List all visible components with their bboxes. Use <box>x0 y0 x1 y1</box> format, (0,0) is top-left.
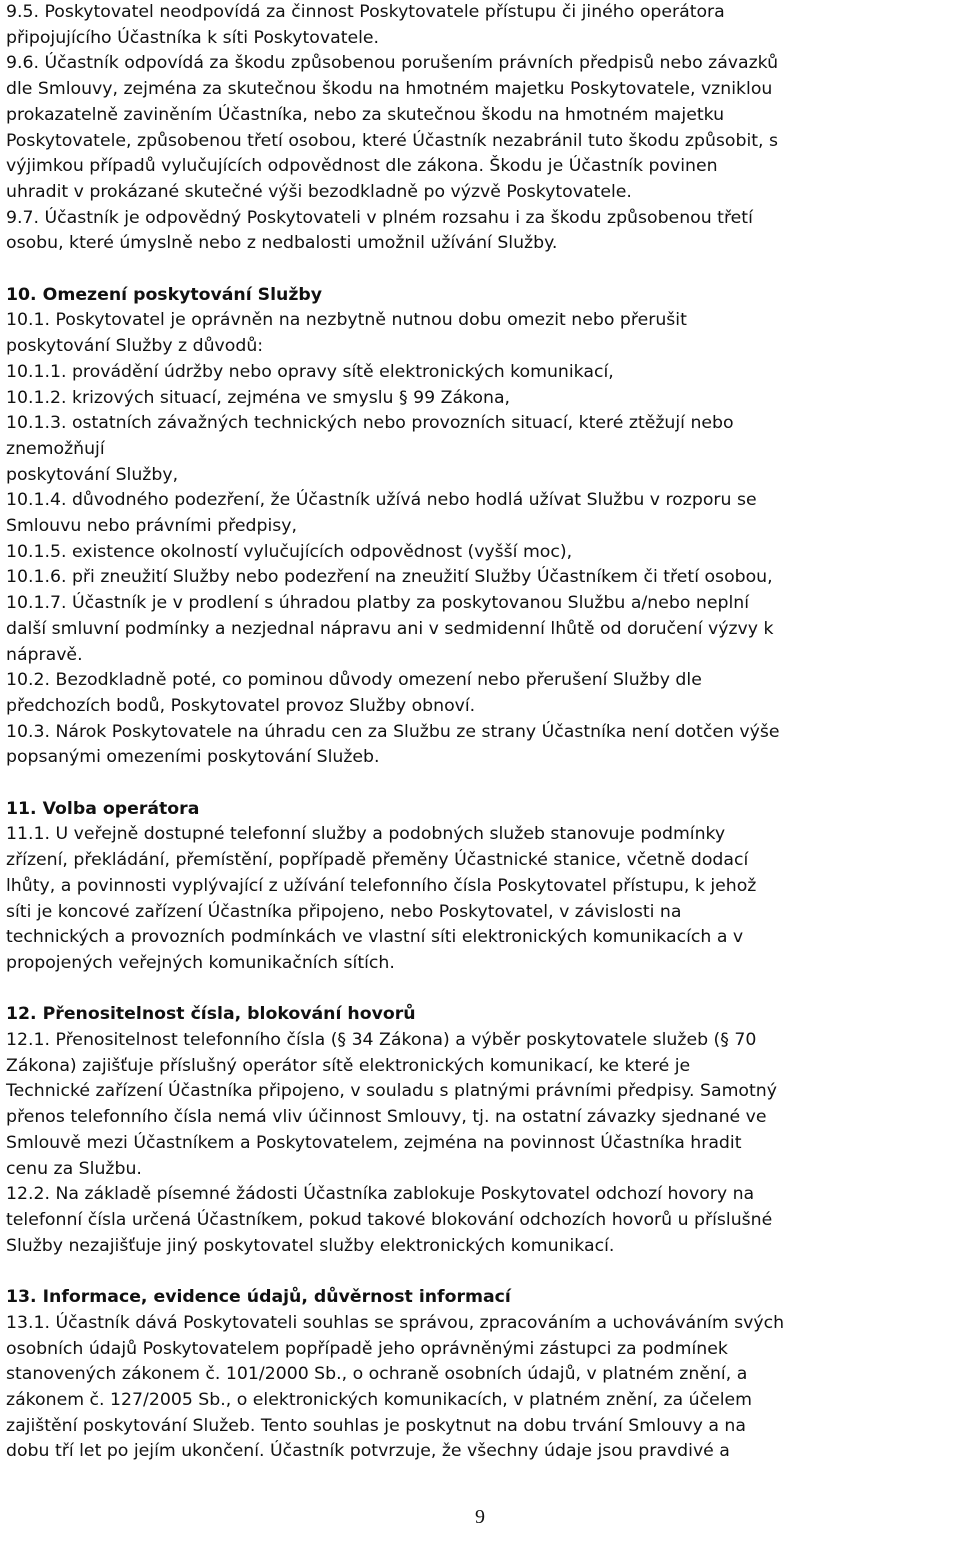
text-line: Poskytovatele, způsobenou třetí osobou, které Účastník nezabránil tuto škodu způsobit, s <box>6 130 779 151</box>
text-line: předchozích bodů, Poskytovatel provoz Služby obnoví. <box>6 695 476 716</box>
text-line: další smluvní podmínky a nezjednal nápravu ani v sedmidenní lhůtě od doručení výzvy k <box>6 618 774 639</box>
text-line: 10.1.2. krizových situací, zejména ve smyslu § 99 Zákona, <box>6 387 511 408</box>
text-line: nápravě. <box>6 644 83 665</box>
text-line: 10.1. Poskytovatel je oprávněn na nezbytně nutnou dobu omezit nebo přerušit <box>6 310 687 331</box>
text-line: Smlouvě mezi Účastníkem a Poskytovatelem, zejména na povinnost Účastníka hradit <box>6 1132 742 1153</box>
text-line: 10.1.6. při zneužití Služby nebo podezření na zneužití Služby Účastníkem či třetí osobou, <box>6 567 773 588</box>
text-line: zákonem č. 127/2005 Sb., o elektronických komunikacích, v platném znění, za účelem <box>6 1389 752 1410</box>
text-line: uhradit v prokázané skutečné výši bezodkladně po výzvě Poskytovatele. <box>6 181 632 202</box>
text-line: telefonní čísla určená Účastníkem, pokud takové blokování odchozích hovorů u příslušné <box>6 1210 773 1230</box>
text-line: dle Smlouvy, zejména za skutečnou škodu na hmotném majetku Poskytovatele, vzniklou <box>6 79 773 100</box>
text-line: 10.1.5. existence okolností vylučujících odpovědnost (vyšší moc), <box>6 541 573 562</box>
text-line: poskytování Služby, <box>6 464 179 485</box>
text-line: 10.2. Bezodkladně poté, co pominou důvody omezení nebo přerušení Služby dle <box>6 670 702 691</box>
text-line: Služby nezajišťuje jiný poskytovatel služby elektronických komunikací. <box>6 1235 615 1256</box>
text-line: technických a provozních podmínkách ve vlastní síti elektronických komunikacích a v <box>6 927 744 948</box>
blank-line <box>6 257 956 283</box>
text-line: 9.6. Účastník odpovídá za škodu způsobenou porušením právních předpisů nebo závazků <box>6 53 779 74</box>
text-line: osobních údajů Poskytovatelem popřípadě jeho oprávněnými zástupci za podmínek <box>6 1338 728 1359</box>
text-line: osobu, které úmyslně nebo z nedbalosti umožnil užívání Služby. <box>6 233 558 254</box>
section-heading: 12. Přenositelnost čísla, blokování hovorů <box>6 1004 416 1025</box>
text-line: Technické zařízení Účastníka připojeno, v souladu s platnými právními předpisy. Samotný <box>6 1081 777 1102</box>
text-line: 10.1.4. důvodného podezření, že Účastník užívá nebo hodlá užívat Službu v rozporu se <box>6 490 757 511</box>
text-line: lhůty, a povinnosti vyplývající z užívání telefonního čísla Poskytovatel přístupu, k jehož <box>6 875 757 896</box>
text-line: Zákona) zajišťuje příslušný operátor sítě elektronických komunikací, ke které je <box>6 1055 691 1076</box>
section-heading: 10. Omezení poskytování Služby <box>6 284 323 305</box>
text-line: zřízení, překládání, přemístění, popřípadě přeměny Účastnické stanice, včetně dodací <box>6 850 749 871</box>
text-line: 9.5. Poskytovatel neodpovídá za činnost Poskytovatele přístupu či jiného operátora <box>6 2 725 22</box>
text-line: popsanými omezeními poskytování Služeb. <box>6 747 380 768</box>
text-line: 10.3. Nárok Poskytovatele na úhradu cen za Službu ze strany Účastníka není dotčen výše <box>6 721 780 742</box>
text-line: síti je koncové zařízení Účastníka připojeno, nebo Poskytovatel, v závislosti na <box>6 901 682 922</box>
document-page <box>6 0 956 1465</box>
text-line: 10.1.1. provádění údržby nebo opravy sítě elektronických komunikací, <box>6 361 614 382</box>
text-line: poskytování Služby z důvodů: <box>6 336 264 357</box>
text-line: zajištění poskytování Služeb. Tento souhlas je poskytnut na dobu trvání Smlouvy a na <box>6 1415 746 1436</box>
text-line: 10.1.3. ostatních závažných technických nebo provozních situací, které ztěžují nebo <box>6 413 734 434</box>
text-line: 11.1. U veřejně dostupné telefonní služby a podobných služeb stanovuje podmínky <box>6 824 726 845</box>
section-heading: 13. Informace, evidence údajů, důvěrnost informací <box>6 1287 511 1308</box>
text-line: propojených veřejných komunikačních sítích. <box>6 952 395 973</box>
page-number: 9 <box>475 1506 485 1528</box>
blank-line <box>6 771 956 797</box>
text-line: 12.1. Přenositelnost telefonního čísla (§ 34 Zákona) a výběr poskytovatele služeb (§ 70 <box>6 1030 757 1051</box>
text-line: znemožňují <box>6 438 105 459</box>
text-line: přenos telefonního čísla nemá vliv účinnost Smlouvy, tj. na ostatní závazky sjednané ve <box>6 1107 767 1128</box>
text-line: 10.1.7. Účastník je v prodlení s úhradou platby za poskytovanou Službu a/nebo neplní <box>6 593 750 614</box>
text-line: prokazatelně zaviněním Účastníka, nebo za skutečnou škodu na hmotném majetku <box>6 104 725 125</box>
text-line: 12.2. Na základě písemné žádosti Účastníka zablokuje Poskytovatel odchozí hovory na <box>6 1184 755 1205</box>
text-line: dobu tří let po jejím ukončení. Účastník potvrzuje, že všechny údaje jsou pravdivé a <box>6 1441 730 1462</box>
text-line: výjimkou případů vylučujících odpovědnost dle zákona. Škodu je Účastník povinen <box>6 156 718 177</box>
text-line: 9.7. Účastník je odpovědný Poskytovateli v plném rozsahu i za škodu způsobenou třetí <box>6 207 753 228</box>
blank-line <box>6 1259 956 1285</box>
text-line: 13.1. Účastník dává Poskytovateli souhlas se správou, zpracováním a uchováváním svých <box>6 1312 785 1333</box>
section-heading: 11. Volba operátora <box>6 798 200 819</box>
text-line: připojujícího Účastníka k síti Poskytovatele. <box>6 27 380 48</box>
text-line: Smlouvu nebo právními předpisy, <box>6 516 297 537</box>
text-line: cenu za Službu. <box>6 1158 142 1179</box>
text-line: stanovených zákonem č. 101/2000 Sb., o ochraně osobních údajů, v platném znění, a <box>6 1364 748 1385</box>
blank-line <box>6 977 956 1003</box>
